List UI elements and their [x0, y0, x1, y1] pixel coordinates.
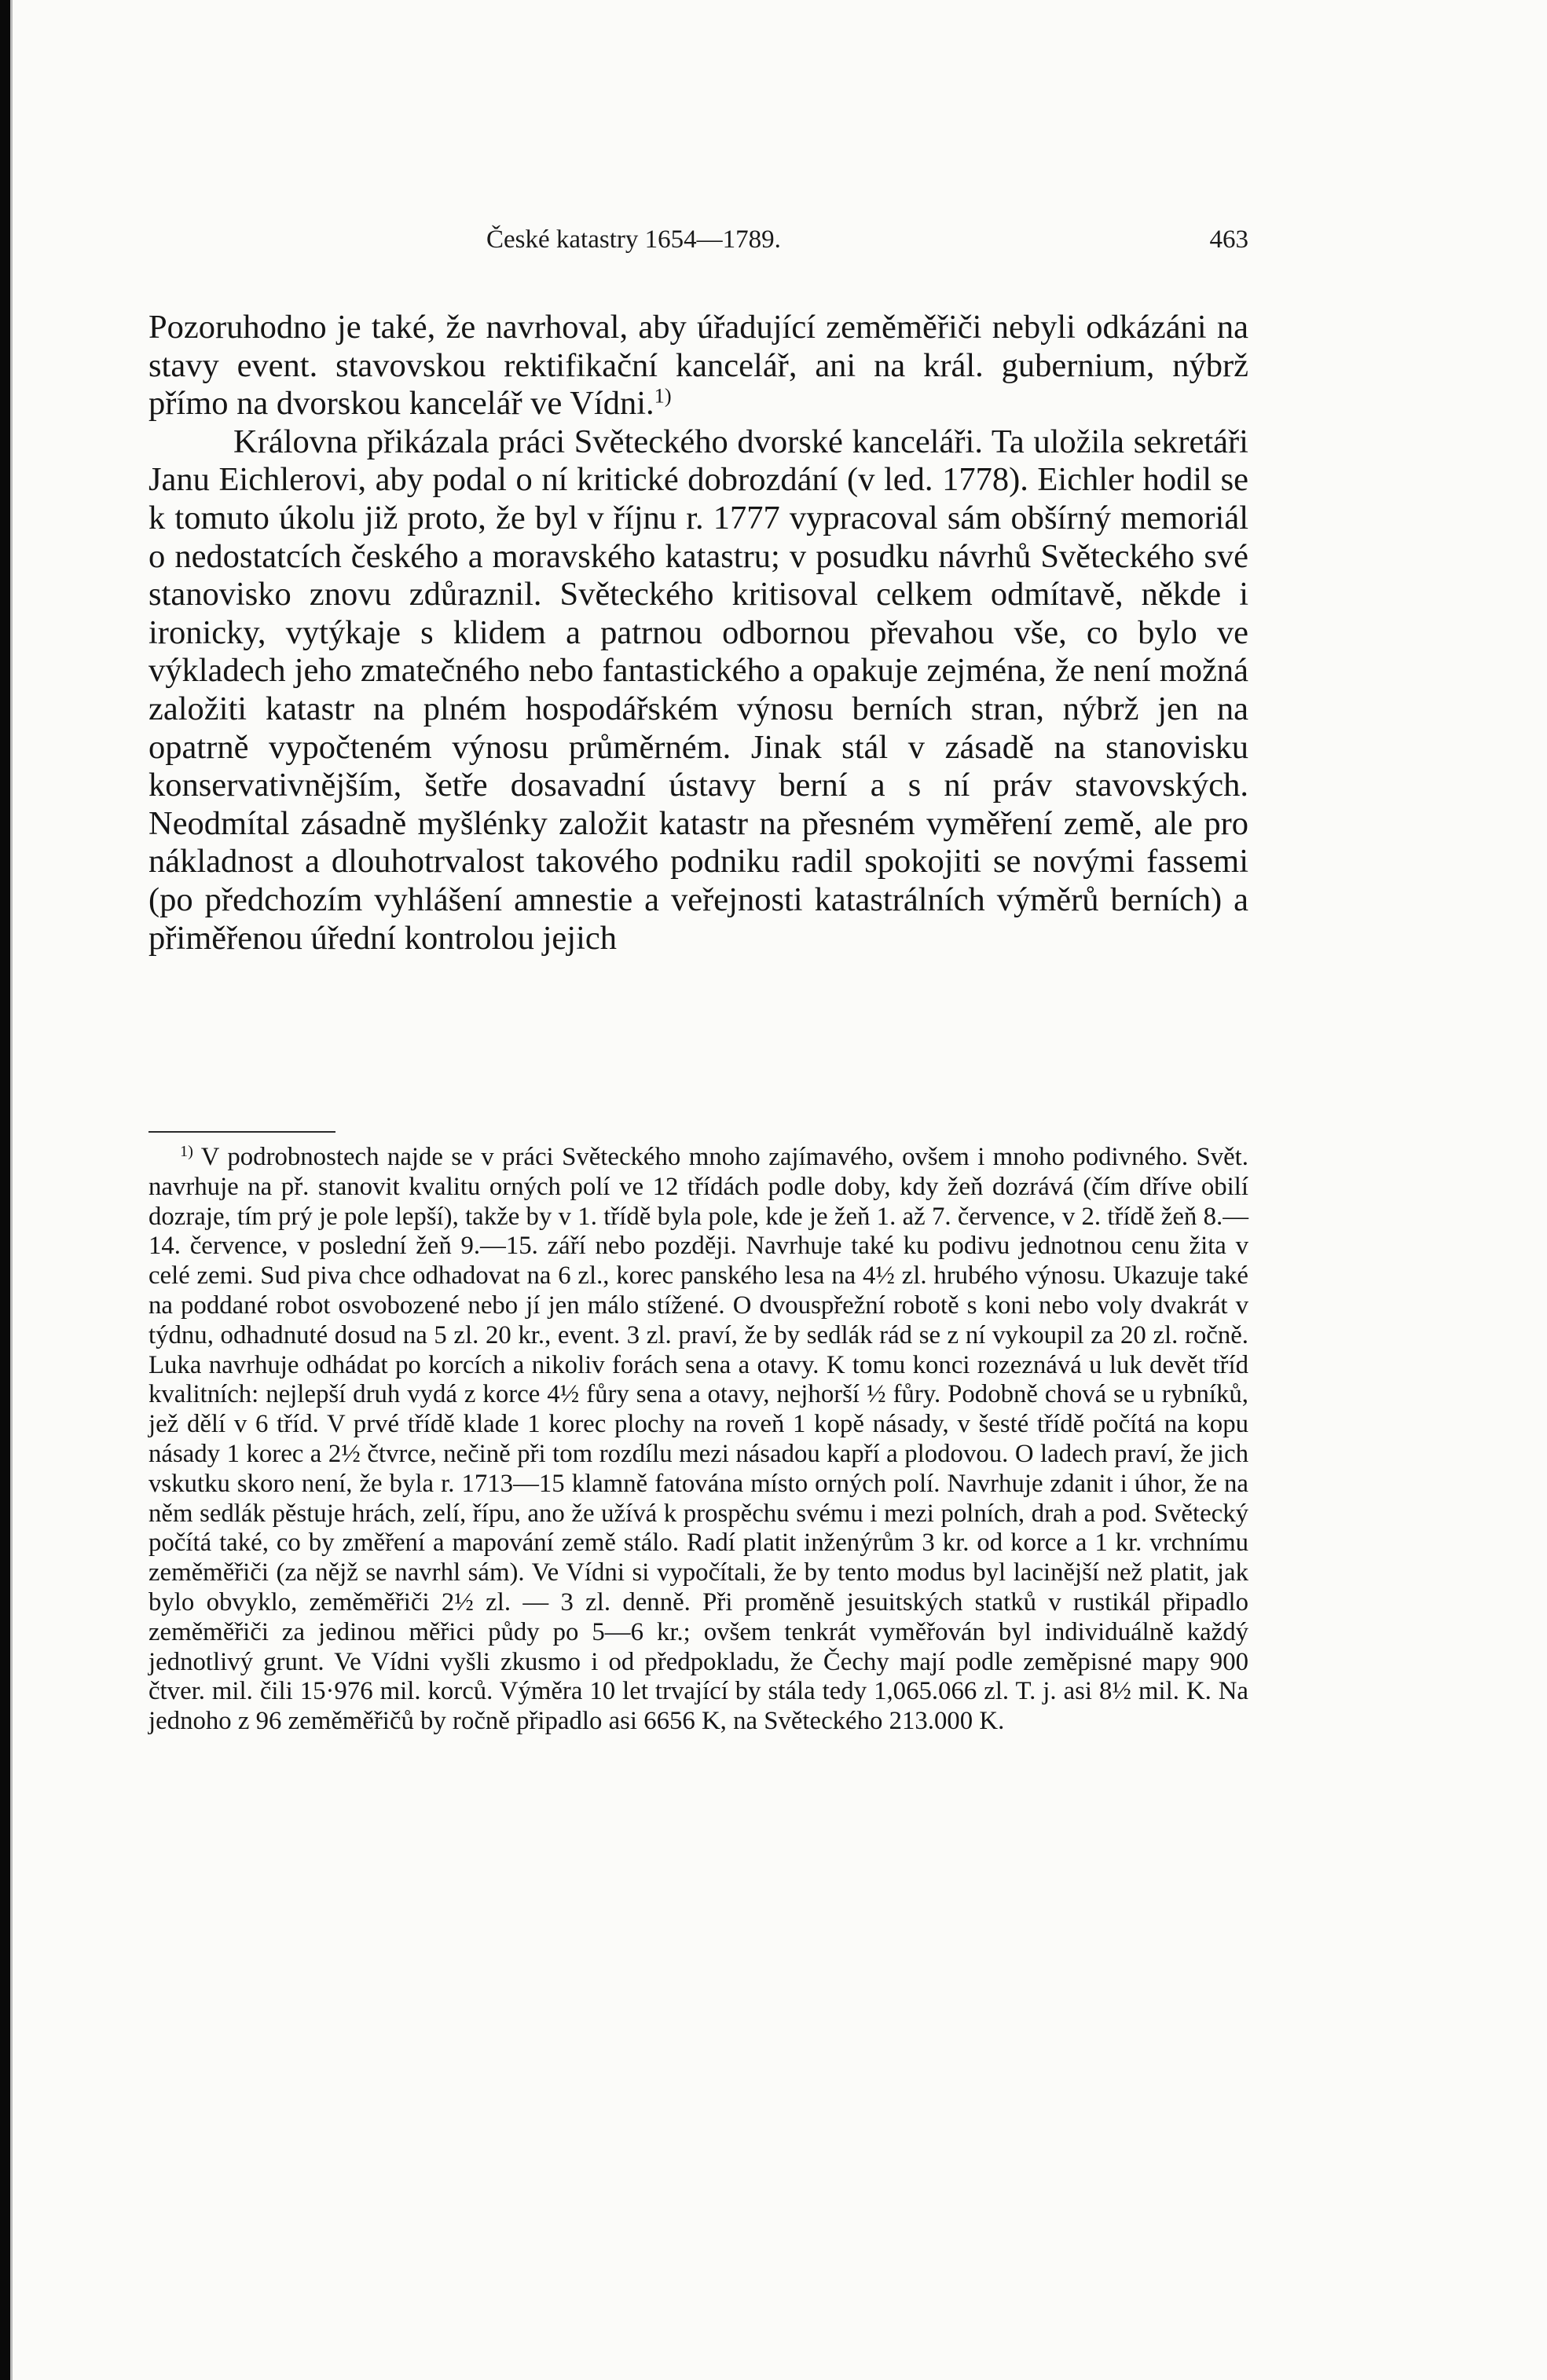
footnote-marker: 1) — [180, 1142, 193, 1160]
running-head — [148, 225, 1248, 265]
paragraph-1 — [148, 309, 1248, 423]
page-number: 463 — [1209, 225, 1248, 254]
footnote-divider — [148, 1131, 335, 1133]
paragraph-1-text: Pozoruhodno je také, že navrhoval, aby úřadující zeměměřiči nebyli odkázáni na stavy event. stavovskou rektifikační kancelář, ani na král. gubernium, nýbrž přímo na dvorskou kancelář ve Vídni. — [148, 309, 1248, 423]
main-text — [148, 309, 1248, 957]
paragraph-2: Královna přikázala práci Světeckého dvorské kanceláři. Ta uložila sekretáři Janu Eichlerovi, aby podal o ní kritické dobrozdání (v led. 1778). Eichler hodil se k tomuto úkolu již proto, že byl v říjnu r. 1777 vypracoval sám obšírný memoriál o nedostatcích českého a moravského katastru; v posudku návrhů Světeckého své stanovisko znovu zdůraznil. Světeckého kritisoval celkem odmítavě, někde i ironicky, vytýkaje s klidem a patrnou odbornou převahou vše, co bylo ve výkladech jeho zmatečného nebo fantastického a opakuje zejména, že není možná založiti katastr na plném hospodářském výnosu berních stran, nýbrž jen na opatrně vypočteném výnosu průměrném. Jinak stál v zásadě na stanovisku konservativnějším, šetře dosavadní ústavy berní a s ní práv stavovských. Neodmítal zásadně myšlénky založit katastr na přesném vyměření země, ale pro nákladnost a dlouhotrvalost takového podniku radil spokojiti se novými fassemi (po předchozím vyhlášení amnestie a veřejnosti katastrálních výměrů berních) a přiměřenou úřední kontrolou jejich — [148, 423, 1248, 957]
book-page — [13, 0, 1547, 2380]
footnote — [148, 1143, 1248, 1737]
footnote-reference: 1) — [654, 384, 672, 408]
running-head-title: České katastry 1654—1789. — [486, 225, 781, 254]
footnote-text: V podrobnostech najde se v práci Světeckého mnoho zajímavého, ovšem i mnoho podivného. Svět. navrhuje na př. stanovit kvalitu orných polí ve 12 třídách podle doby, kdy žeň dozrává (čím dříve obilí dozraje, tím prý je pole lepší), takže by v 1. třídě byla pole, kde je žeň 1. až 7. července, v 2. třídě žeň 8.—14. července, v poslední žeň 9.—15. září nebo později. Navrhuje také ku podivu jednotnou cenu žita v celé zemi. Sud piva chce odhadovat na 6 zl., korec panského lesa na 4½ zl. hrubého výnosu. Ukazuje také na poddané robot osvobozené nebo jí jen málo stížené. O dvouspřežní robotě s koni nebo voly dvakrát v týdnu, odhadnuté dosud na 5 zl. 20 kr., event. 3 zl. praví, že by sedlák rád se z ní vykoupil za 20 zl. ročně. Luka navrhuje odhádat po korcích a nikoliv forách sena a otavy. K tomu konci rozeznává u luk devět tříd kvalitních: nejlepší druh vydá z korce 4½ fůry sena a otavy, nejhorší ½ fůry. Podobně chová se u rybníků, jež dělí v 6 tříd. V prvé třídě klade 1 korec plochy na roveň 1 kopě násady, v šesté třídě počítá na kopu násady 1 korec a 2½ čtvrce, nečině při tom rozdílu mezi násadou kapří a plodovou. O ladech praví, že jich vskutku skoro není, že byla r. 1713—15 klamně fatována místo orných polí. Navrhuje zdanit i úhor, že na něm sedlák pěstuje hrách, zelí, řípu, ano že užívá k prospěchu svému i mezi polních, drah a pod. Světecký počítá také, co by změření a mapování země stálo. Radí platit inženýrům 3 kr. od korce a 1 kr. vrchnímu zeměměřiči (za nějž se navrhl sám). Ve Vídni si vypočítali, že by tento modus byl lacinější než platit, jak bylo obvyklo, zeměměřiči 2½ zl. — 3 zl. denně. Při proměně jesuitských statků v rustikál připadlo zeměměřiči za jedinou měřici půdy po 5—6 kr.; ovšem tenkrát vyměřován byl individuálně každý jednotlivý grunt. Ve Vídni vyšli zkusmo i od předpokladu, že Čechy mají podle zeměpisné mapy 900 čtver. mil. čili 15·976 mil. korců. Výměra 10 let trvající by stála tedy 1,065.066 zl. T. j. asi 8½ mil. K. Na jednoho z 96 zeměměřičů by ročně připadlo asi 6656 K, na Světeckého 213.000 K. — [148, 1143, 1248, 1736]
scan-edge — [0, 0, 13, 2380]
